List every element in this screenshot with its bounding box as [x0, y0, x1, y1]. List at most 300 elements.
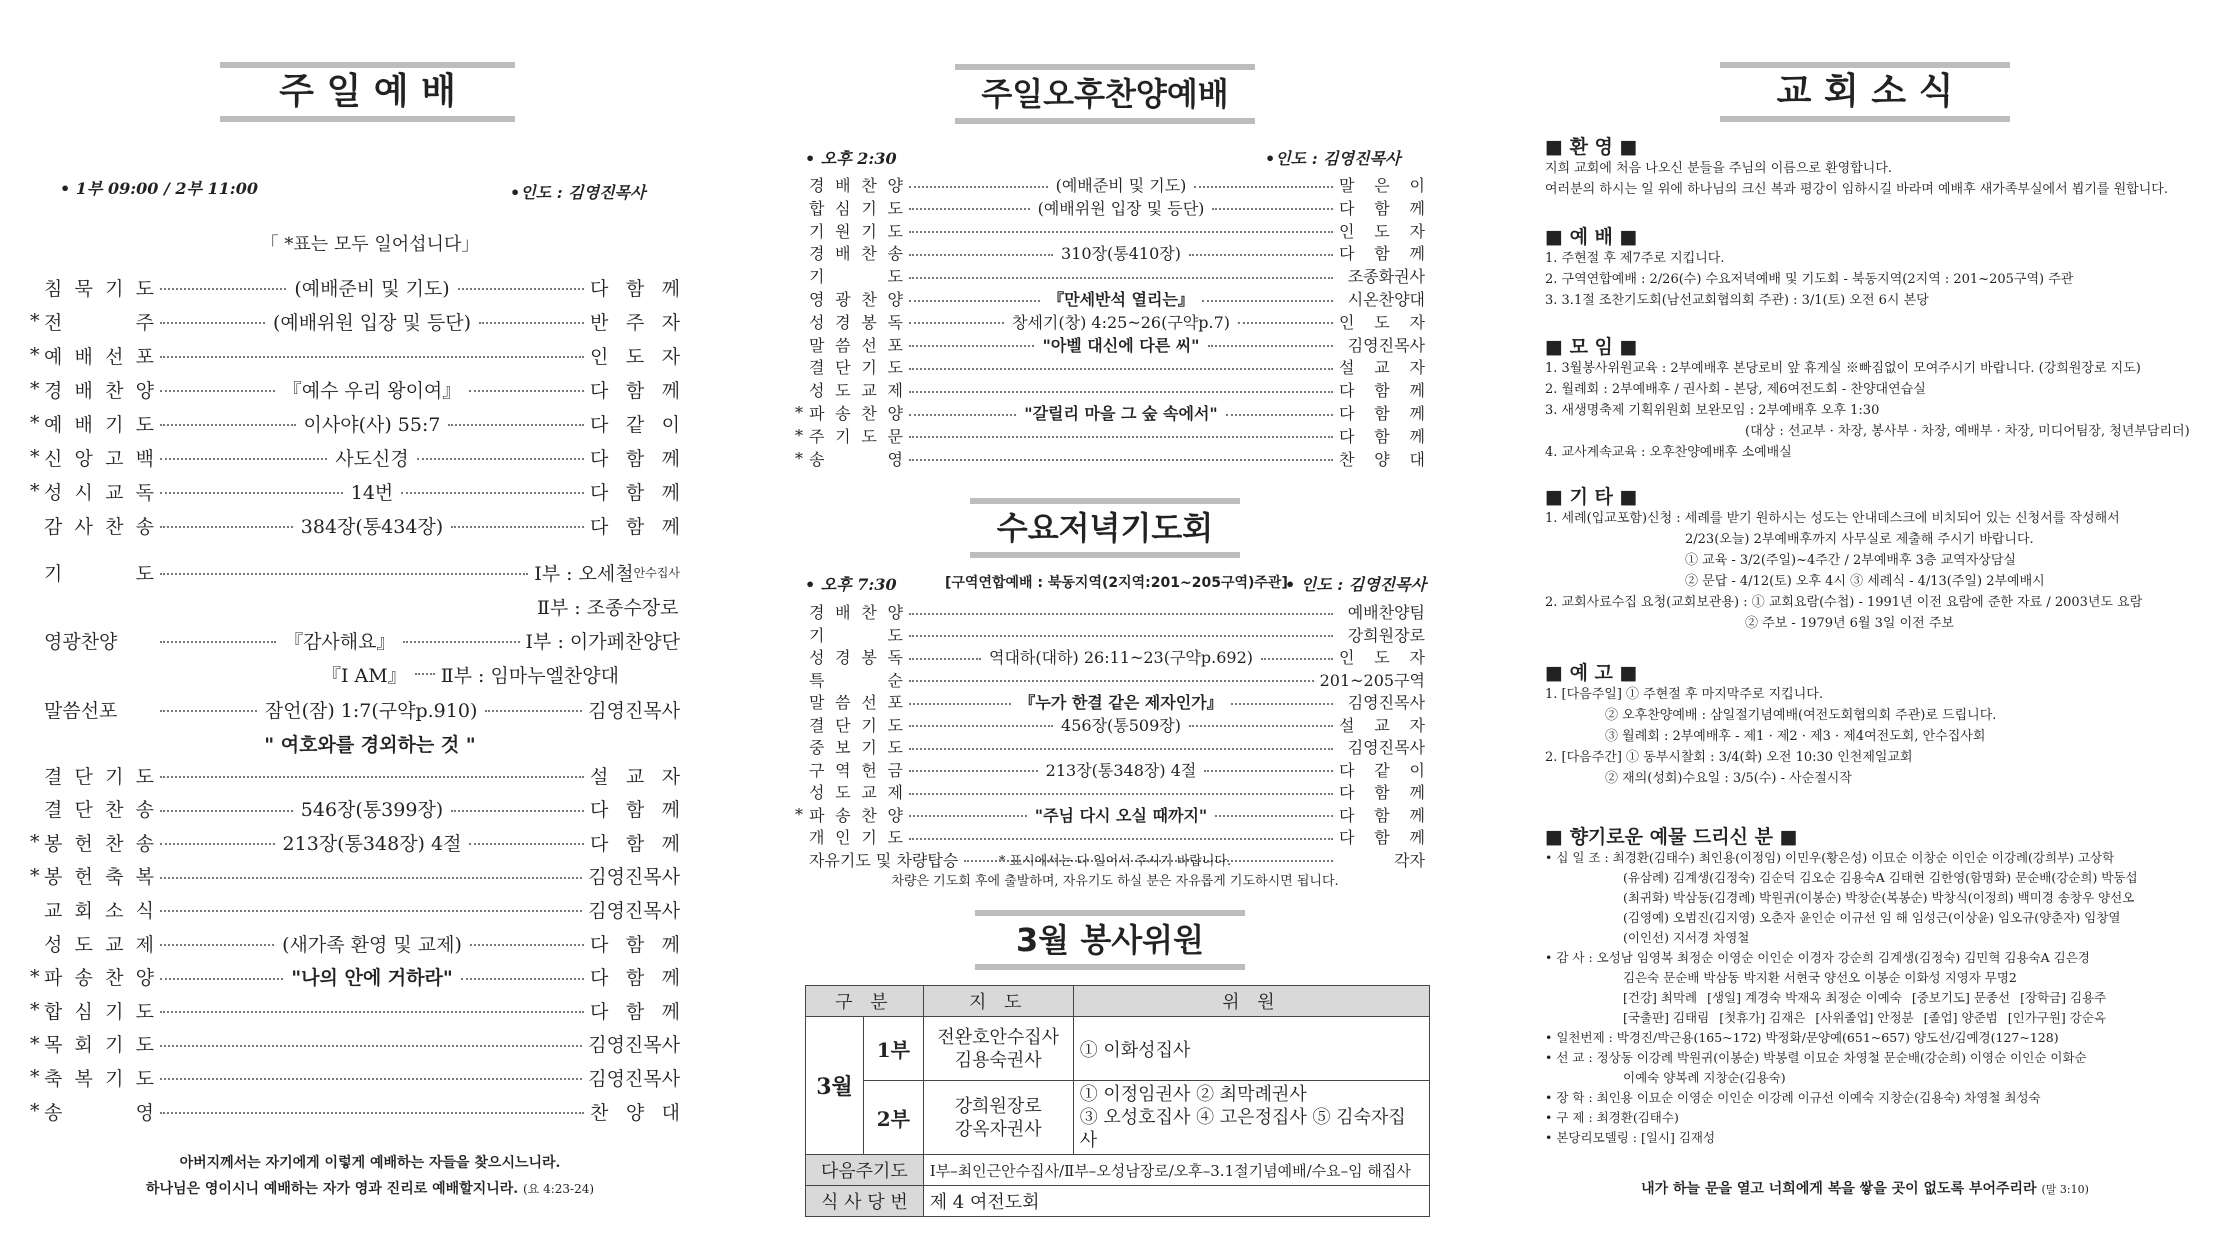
program-detail: "주님 다시 오실 때까지" [1034, 805, 1208, 825]
dot-leader [909, 436, 1333, 438]
program-person: 김영진목사 [1347, 693, 1425, 712]
dot-leader [461, 978, 584, 980]
program-row [30, 508, 680, 542]
dot-leader [160, 322, 265, 324]
news-line: • 본당리모델링 : [일시] 김재성 [1545, 1130, 1716, 1145]
news-line: 1. 세례(입교포함)신청 : 세례를 받기 원하시는 성도는 안내데스크에 비치되어 있는 신청서를 작성해서 [1545, 511, 2120, 526]
closing-verse-text: 내가 하늘 문을 열고 너희에게 복을 쌓을 곳이 없도록 부어주리라 [1641, 1181, 2037, 1197]
offering-heading: ■ 향기로운 예물 드리신 분 ■ [1545, 826, 1798, 848]
news-line: (유삼례) 김계생(김정숙) 김순덕 김오순 김용숙A 김태현 김한영(함명화) 문순배(강순희) 박동섭 [1623, 870, 2138, 885]
program-person: 다 함 께 [590, 799, 680, 822]
standing-mark: * [30, 1066, 40, 1089]
news-line: 2. [다음주간] ① 동부시찰회 : 3/4(화) 오전 10:30 인천제일교회 [1545, 750, 1913, 765]
news-line: 2. 월례회 : 2부예배후 / 권사회 - 본당, 제6여전도회 - 찬양대연습실 [1545, 382, 1926, 397]
program-person: 201~205구역 [1319, 670, 1425, 690]
program-label: 파 송 찬 양 [44, 967, 154, 990]
dot-leader [160, 1045, 582, 1047]
program-person: 각자 [1394, 850, 1425, 870]
dot-leader [458, 288, 584, 290]
dot-leader [160, 1011, 584, 1013]
program-person: 찬 양 대 [590, 1101, 680, 1124]
etc-news [1545, 508, 2142, 634]
program-label: 자유기도 및 차량탑승 [809, 850, 959, 870]
dot-leader [909, 231, 1333, 233]
program-row [795, 219, 1425, 242]
news-line: ② 재의(성회)수요일 : 3/5(수) - 사순절시작 [1605, 771, 1852, 786]
program-detail: 384장(통434장) [300, 515, 444, 538]
program-row [30, 892, 680, 926]
program-label: 성 도 교 제 [44, 933, 154, 956]
program-label: 합 심 기 도 [44, 1000, 154, 1023]
part-1-guide [923, 1017, 1073, 1081]
program-detail: "나의 안에 거하라" [291, 967, 453, 990]
dot-leader [909, 368, 1333, 370]
program-detail: "아벨 대신에 다른 씨" [1042, 335, 1200, 355]
program-row [795, 645, 1425, 668]
wednesday-time: • 오후 7:30 [805, 575, 897, 594]
dot-leader [160, 641, 276, 643]
standing-mark: * [30, 310, 40, 332]
news-line: • 십 일 조 : 최경환(김태수) 최인용(이정임) 이민우(황은성) 이묘순 이창순 이인순 이강례(강희부) 고상학 [1545, 850, 2115, 865]
offering-tag: [첫휴가] 김재은 [1719, 1010, 1806, 1025]
sermon-preacher: 김영진목사 [588, 699, 681, 722]
news-line: 1. 3월봉사위원교육 : 2부예배후 본당로비 앞 휴게실 ※빠짐없이 모여주시기 바랍니다. (강희원장로 지도) [1545, 361, 2141, 376]
header-division: 구 분 [806, 986, 924, 1017]
news-line: 이예숙 양복례 지창순(김용숙) [1623, 1070, 1786, 1085]
program-label: 합 심 기 도 [809, 198, 903, 218]
dot-leader [401, 492, 584, 494]
news-line: 1. [다음주일] ① 주현절 후 마지막주로 지킵니다. [1545, 687, 1823, 702]
program-row [30, 338, 680, 372]
program-label: 예 배 선 포 [44, 345, 154, 368]
program-label: 목 회 기 도 [44, 1034, 154, 1057]
program-label: 송 영 [809, 449, 903, 469]
dot-leader [909, 459, 1333, 461]
afternoon-time: • 오후 2:30 [805, 149, 897, 168]
dot-leader [470, 944, 584, 946]
glory-song-2: 『I AM』 [322, 664, 407, 687]
program-person: 다 함 께 [590, 481, 680, 504]
dot-leader [160, 944, 274, 946]
program-row [795, 600, 1425, 623]
volunteer-row-1 [806, 1017, 1430, 1081]
program-person: 김영진목사 [588, 866, 680, 889]
dot-leader [909, 815, 1027, 817]
program-label: 영 광 찬 양 [809, 290, 903, 309]
program-label: 성 도 교 제 [809, 381, 903, 401]
dot-leader [160, 877, 582, 879]
news-line: (김영예) 오범진(김지영) 오춘자 윤인순 이규선 임 해 임성근(이상윤) 임오규(양춘자) 임창열 [1623, 910, 2121, 925]
offering-tag: [국출판] 김태림 [1623, 1010, 1710, 1025]
program-detail: 『누가 한결 같은 제자인가』 [1019, 693, 1223, 712]
standing-mark: * [30, 344, 40, 366]
dot-leader [160, 810, 293, 812]
program-row [795, 196, 1425, 219]
program-label: 축 복 기 도 [44, 1067, 154, 1090]
standing-note: 「 *표는 모두 일어섭니다」 [260, 234, 480, 255]
dot-leader [160, 390, 275, 392]
title-bar-bottom [220, 116, 515, 122]
program-label: 구 역 헌 금 [809, 760, 903, 780]
news-line: (이인선) 지서경 차영철 [1623, 930, 1750, 945]
dot-leader [160, 492, 343, 494]
program-label: 교 회 소 식 [44, 899, 154, 922]
program-detail: 사도신경 [335, 447, 409, 470]
standing-mark: * [30, 1100, 40, 1122]
dot-leader [909, 838, 1333, 840]
glory-song-1: 『감사해요』 [284, 630, 396, 653]
program-row [30, 474, 680, 508]
offering-tag: [건강] 최막례 [1623, 990, 1698, 1005]
part-2-guide [923, 1081, 1073, 1155]
dot-leader [1208, 345, 1333, 347]
program-label: 봉 헌 찬 송 [44, 832, 154, 855]
standing-mark: * [30, 831, 40, 854]
program-label: 성 도 교 제 [809, 783, 903, 802]
program-person: 다 함 께 [1339, 828, 1425, 847]
closing-verse [1545, 1178, 2185, 1198]
program-row [30, 1027, 680, 1061]
standing-mark: * [30, 965, 40, 988]
program-label: 기 도 [44, 562, 154, 585]
program-row-prayer-2 [537, 589, 679, 623]
program-person: 다 함 께 [590, 379, 680, 402]
dot-leader [403, 641, 519, 643]
bible-verse-1: 아버지께서는 자기에게 이렇게 예배하는 자들을 찾으시느니라. [179, 1155, 561, 1171]
offering-tag: [사위졸업] 안정분 [1815, 1010, 1914, 1025]
program-row [795, 735, 1425, 758]
program-row [795, 424, 1425, 447]
program-label: 성 경 봉 독 [809, 312, 903, 332]
offering-tag: [중보기도] 문종선 [1911, 990, 2011, 1005]
news-line: (대상 : 선교부 · 차장, 봉사부 · 차장, 예배부 · 차장, 미디어팀장, 청년부담리더) [1745, 424, 2190, 439]
program-label: 성 경 봉 독 [809, 648, 903, 667]
wednesday-prayer-title-box [970, 498, 1240, 558]
program-row [795, 378, 1425, 401]
program-label: 결 단 기 도 [809, 715, 903, 735]
program-row [30, 792, 680, 826]
program-person: 김영진목사 [1347, 335, 1425, 355]
program-label: 전 주 [44, 311, 154, 334]
offering-tag: [인가구원] 강순옥 [2007, 1010, 2107, 1025]
program-detail: 창세기(창) 4:25~26(구약p.7) [1012, 312, 1230, 332]
prayer-first-role: 안수집사 [633, 565, 680, 580]
program-row [795, 690, 1425, 713]
header-guide: 지 도 [923, 986, 1073, 1017]
news-line: ① 교육 - 3/2(주일)~4주간 / 2부예배후 3층 교역자상담실 [1685, 553, 2016, 568]
news-line: 3. 3.1절 조찬기도회(남선교회협의회 주관) : 3/1(토) 오전 6시 본당 [1545, 293, 1929, 308]
program-label: 결 단 기 도 [809, 358, 903, 378]
dot-leader [1215, 815, 1333, 817]
tag-line-2 [1545, 1008, 2138, 1028]
dot-leader [451, 810, 584, 812]
dot-leader [160, 458, 327, 460]
program-person: 다 함 께 [590, 1000, 680, 1023]
program-label: 예 배 기 도 [44, 413, 154, 436]
program-person: 설 교 자 [1339, 715, 1425, 735]
news-line: ② 주보 - 1979년 6월 3일 이전 주보 [1745, 616, 1954, 631]
dot-leader [160, 910, 582, 912]
program-label: 파 송 찬 양 [809, 805, 903, 825]
program-detail: 546장(통399장) [300, 799, 444, 822]
part-2: 2부 [864, 1081, 924, 1155]
program-person: 다 함 께 [1339, 244, 1425, 264]
dot-leader [469, 843, 584, 845]
program-label: 기 도 [809, 267, 903, 287]
dot-leader [1189, 254, 1333, 256]
program-label: 주 기 도 문 [809, 426, 903, 446]
dot-leader [909, 414, 1016, 416]
dot-leader [909, 345, 1034, 347]
guide-name: 강옥자권사 [954, 1118, 1042, 1140]
dot-leader [1261, 658, 1333, 660]
closing-verse-ref: (말 3:10) [2041, 1183, 2089, 1196]
program-person: 인 도 자 [1339, 221, 1425, 241]
offering-tag: [졸업] 양준범 [1923, 1010, 1998, 1025]
dot-leader [909, 680, 1314, 682]
program-row [30, 406, 680, 440]
program-row [795, 287, 1425, 310]
program-row [795, 241, 1425, 264]
notice-news [1545, 684, 1996, 789]
dot-leader [160, 1112, 584, 1114]
program-person: 반 주 자 [590, 311, 680, 334]
dot-leader [909, 254, 1053, 256]
program-person: 김영진목사 [1347, 738, 1425, 757]
program-label: 경 배 찬 양 [809, 603, 903, 622]
offering-tag: [장학금] 김용주 [2020, 990, 2107, 1005]
program-row [30, 926, 680, 960]
program-label: 침 묵 기 도 [44, 277, 154, 300]
standing-mark: * [795, 804, 803, 824]
dot-leader [160, 978, 283, 980]
meal-duty-label: 식 사 당 번 [806, 1186, 924, 1217]
wednesday-note-2: 차량은 기도회 후에 출발하며, 자유기도 하실 분은 자유롭게 기도하시면 됩니다. [891, 874, 1339, 889]
dot-leader [1202, 300, 1333, 302]
news-line: 4. 교사계속교육 : 오후찬양예배후 소예배실 [1545, 445, 1792, 460]
program-row [795, 803, 1425, 826]
program-person: 다 함 께 [590, 447, 680, 470]
guide-name: 김용숙권사 [954, 1049, 1042, 1071]
program-row [30, 1060, 680, 1094]
program-row [30, 270, 680, 304]
dot-leader [909, 208, 1030, 210]
dot-leader [160, 843, 275, 845]
meeting-news [1545, 358, 2190, 463]
offering-tag: [생일] 계경숙 박재옥 최정순 이예숙 [1707, 990, 1902, 1005]
program-label: 파 송 찬 양 [809, 404, 903, 423]
service-time: • 1부 09:00 / 2부 11:00 [60, 179, 258, 198]
sermon-scripture: 잠언(잠) 1:7(구약p.910) [264, 699, 478, 722]
program-person: 다 함 께 [590, 832, 680, 855]
dot-leader [160, 776, 584, 778]
header-member: 위 원 [1073, 986, 1429, 1017]
news-line: ② 오후찬양예배 : 삼일절기념예배(여전도회협의회 주관)로 드립니다. [1605, 708, 1997, 723]
program-person: 김영진목사 [588, 899, 680, 922]
month-cell: 3월 [806, 1017, 864, 1155]
program-row [30, 993, 680, 1027]
program-row [795, 310, 1425, 333]
program-person: 말 은 이 [1339, 176, 1426, 195]
program-detail: (새가족 환영 및 교제) [282, 933, 462, 956]
worship-heading: ■ 예 배 ■ [1545, 226, 1638, 248]
program-row [795, 668, 1425, 691]
program-row [795, 780, 1425, 803]
title-bar-bottom [1720, 116, 2010, 122]
program-label: 특 순 [809, 670, 903, 690]
program-row [30, 440, 680, 474]
program-person: 다 함 께 [1339, 783, 1425, 802]
program-row [30, 372, 680, 406]
program-person: 다 함 께 [1339, 404, 1426, 423]
program-person: 다 함 께 [1339, 381, 1425, 401]
program-detail: 이사야(사) 55:7 [303, 413, 441, 436]
dot-leader [909, 725, 1053, 727]
guide-name: 전완호안수집사 [937, 1026, 1060, 1048]
member-line: ① 이정임권사 ② 최막례권사 [1079, 1084, 1307, 1105]
news-line: (최귀화) 박삼동(김경례) 박원귀(이봉순) 박창순(복봉순) 박창식(이정희) 백미경 송창우 양선오 [1623, 890, 2135, 905]
program-label: 경 배 찬 양 [44, 379, 154, 402]
dot-leader [415, 673, 435, 675]
program-label: 성 시 교 독 [44, 481, 154, 504]
program-person: 다 함 께 [590, 933, 680, 956]
dot-leader [469, 390, 584, 392]
volunteer-title: 3월 봉사위원 [1016, 921, 1204, 959]
program-person: 인 도 자 [1339, 312, 1425, 332]
program-detail: (예배준비 및 기도) [1055, 176, 1187, 195]
program-person: 강희원장로 [1347, 625, 1425, 645]
program-label: 신 앙 고 백 [44, 447, 154, 470]
program-row-sermon [30, 692, 680, 726]
guide-name: 강희원장로 [954, 1095, 1042, 1117]
program-person: 다 함 께 [1339, 805, 1425, 825]
dot-leader [1194, 186, 1333, 188]
news-line: • 구 제 : 최경환(김태수) [1545, 1110, 1679, 1125]
program-row [795, 623, 1425, 646]
program-row [795, 825, 1425, 848]
program-person: 다 함 께 [590, 515, 680, 538]
standing-mark: * [30, 480, 40, 502]
program-row [30, 960, 680, 994]
bible-verse-ref: (요 4:23-24) [523, 1182, 595, 1196]
program-detail: "갈릴리 마을 그 숲 속에서" [1024, 404, 1218, 423]
program-label: 결 단 기 도 [44, 765, 154, 788]
dot-leader [479, 322, 584, 324]
program-detail: 14번 [350, 481, 394, 504]
news-line: 2. 구역연합예배 : 2/26(수) 수요저녁예배 및 기도회 - 북동지역(2지역 : 201~205구역) 주관 [1545, 272, 2074, 287]
dot-leader [909, 770, 1038, 772]
service-leader: •인도 : 김영진목사 [510, 183, 646, 202]
dot-leader [451, 526, 584, 528]
dot-leader [160, 288, 286, 290]
prayer-second-service: Ⅱ부 : 조종수장로 [537, 596, 679, 619]
program-person: 다 같 이 [590, 413, 680, 436]
wednesday-region: [구역연합예배 : 북동지역(2지역:201~205구역)주관] [945, 575, 1288, 591]
program-detail: 역대하(대하) 26:11~23(구약p.692) [989, 648, 1253, 667]
dot-leader [417, 458, 584, 460]
standing-mark: * [30, 446, 40, 468]
program-row [795, 401, 1425, 424]
dot-leader [909, 658, 981, 660]
program-person: 조종화권사 [1347, 267, 1425, 287]
news-line: 지희 교회에 처음 나오신 분들을 주님의 이름으로 환영합니다. [1545, 161, 1893, 176]
program-label: 개 인 기 도 [809, 828, 903, 847]
news-line: 김은숙 문순배 박삼동 박지환 서현국 양선오 이봉순 이화성 지영자 무명2 [1623, 970, 2017, 985]
news-line: • 감 사 : 오성남 임영복 최정순 이영순 이인순 이경자 강순희 김계생(김정숙) 김민혁 김용숙A 김은경 [1545, 950, 2090, 965]
standing-mark: * [795, 403, 803, 422]
dot-leader [1189, 725, 1333, 727]
dot-leader [909, 748, 1333, 750]
tag-line-1 [1545, 988, 2138, 1008]
standing-mark: * [30, 1032, 40, 1055]
news-line: • 일천번제 : 박경진/박근용(165~172) 박정화/문양예(651~657) 양도선/김예경(127~128) [1545, 1030, 2059, 1045]
news-line: 여러분의 하시는 일 위에 하나님의 크신 복과 평강이 임하시길 바라며 예배후 새가족부실에서 뵙기를 원합니다. [1545, 182, 2168, 197]
news-line: 3. 새생명축제 기획위원회 보완모임 : 2부예배후 오후 1:30 [1545, 403, 1880, 418]
program-detail: 『예수 우리 왕이여』 [282, 379, 462, 402]
dot-leader [909, 613, 1333, 615]
dot-leader [909, 300, 1040, 302]
program-label: 봉 헌 축 복 [44, 866, 154, 889]
program-row-glory-2 [320, 657, 619, 691]
dot-leader [160, 710, 257, 712]
program-row [795, 355, 1425, 378]
dot-leader [909, 322, 1004, 324]
afternoon-leader: •인도 : 김영진목사 [1265, 149, 1401, 168]
standing-mark: * [795, 448, 803, 468]
dot-leader [160, 526, 293, 528]
program-person: 인 도 자 [590, 345, 680, 368]
program-detail: 213장(통348장) 4절 [1045, 760, 1197, 780]
news-line: ③ 월례회 : 2부예배후 - 제1 · 제2 · 제3 · 제4여전도회, 안수집사회 [1605, 729, 1986, 744]
standing-mark: * [795, 425, 803, 445]
program-row [30, 758, 680, 792]
program-person: 다 함 께 [590, 277, 680, 300]
part-2-member [1073, 1081, 1429, 1155]
program-person: 다 함 께 [1339, 198, 1426, 218]
dot-leader [160, 424, 296, 426]
volunteer-table-header [806, 986, 1430, 1017]
program-person: 설 교 자 [590, 765, 680, 788]
volunteer-row-2 [806, 1081, 1430, 1155]
dot-leader [909, 186, 1048, 188]
bible-verse-2-text: 하나님은 영이시니 예배하는 자가 영과 진리로 예배할지니라. [145, 1181, 519, 1197]
program-row [30, 1094, 680, 1128]
dot-leader [1226, 414, 1333, 416]
member-line: ③ 오성호집사 ④ 고은정집사 ⑤ 김숙자집사 [1079, 1107, 1406, 1151]
program-person: 다 같 이 [1339, 760, 1425, 780]
program-row [795, 713, 1425, 736]
program-row [795, 447, 1425, 470]
news-line: 2. 교회사료수집 요청(교회보관용) : ① 교회요람(수첩) - 1991년 이전 요람에 준한 자료 / 2003년도 요람 [1545, 595, 2143, 610]
dot-leader [909, 277, 1333, 279]
dot-leader [909, 703, 1011, 705]
program-detail: (예배위원 입장 및 등단) [1037, 198, 1205, 218]
sunday-worship-title: 주 일 예 배 [279, 71, 456, 112]
program-row [30, 304, 680, 338]
program-person: 찬 양 대 [1339, 449, 1425, 469]
wednesday-leader: • 인도 : 김영진목사 [1285, 575, 1427, 594]
program-row [795, 758, 1425, 781]
dot-leader [1204, 770, 1333, 772]
program-row [30, 825, 680, 859]
dot-leader [1212, 208, 1333, 210]
program-detail: 456장(통509장) [1061, 715, 1181, 735]
program-label: 말 씀 선 포 [809, 335, 903, 355]
title-bar-bottom [970, 552, 1240, 558]
program-detail: 310장(통410장) [1061, 244, 1181, 264]
dot-leader [160, 1078, 582, 1080]
next-week-value: Ⅰ부–최인근안수집사/Ⅱ부–오성남장로/오후–3.1절기념예배/수요–임 해집사 [923, 1155, 1429, 1186]
